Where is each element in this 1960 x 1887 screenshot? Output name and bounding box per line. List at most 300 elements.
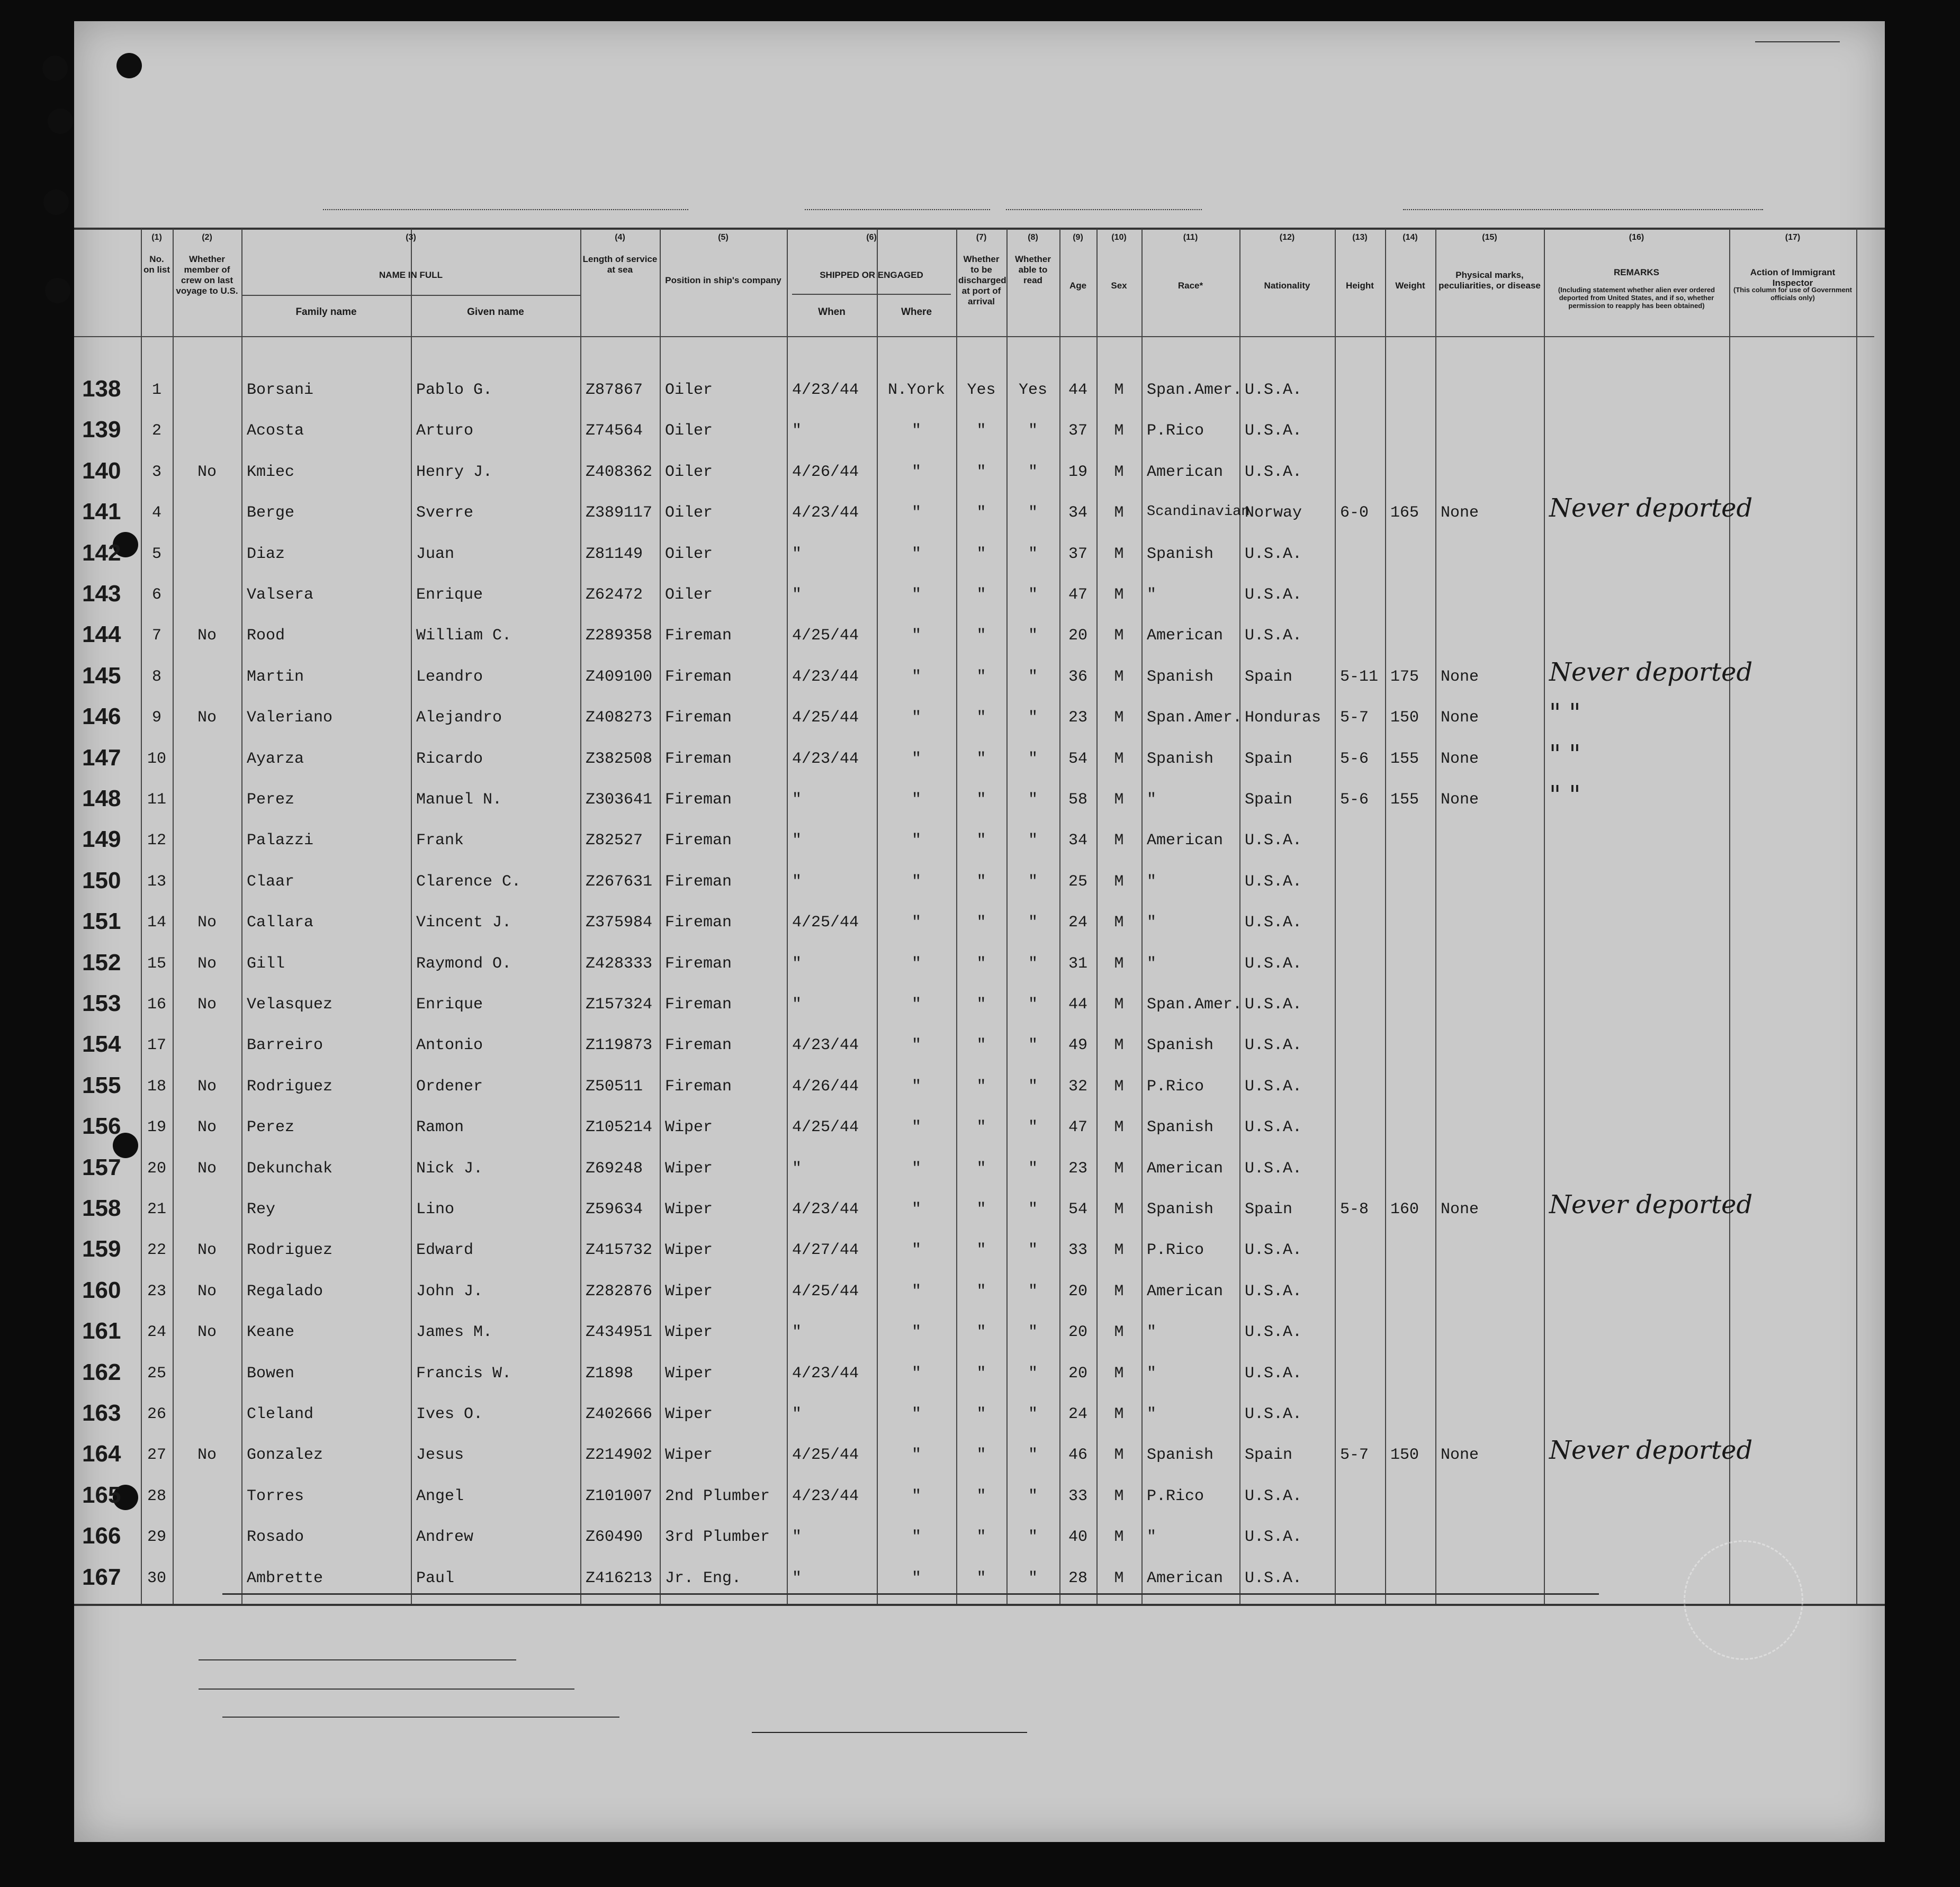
subheader-when: When bbox=[818, 306, 846, 318]
line-number: 148 bbox=[82, 786, 121, 811]
cell-position: 3rd Plumber bbox=[665, 1528, 770, 1547]
cell-sex: M bbox=[1114, 667, 1124, 686]
cell-race: American bbox=[1147, 832, 1224, 850]
cell-disch: " bbox=[976, 504, 986, 522]
cell-nat: Norway bbox=[1245, 504, 1302, 522]
cell-height: 5-8 bbox=[1340, 1200, 1369, 1218]
cell-race: American bbox=[1147, 463, 1224, 481]
cell-when: 4/25/44 bbox=[792, 1282, 859, 1301]
cell-race: " bbox=[1147, 586, 1157, 604]
punch-hole bbox=[42, 56, 68, 81]
cell-no: 10 bbox=[147, 750, 166, 768]
column-header: Whether to be discharged at port of arrival bbox=[958, 254, 1006, 306]
cell-age: 58 bbox=[1068, 791, 1087, 809]
cell-race: " bbox=[1147, 872, 1157, 891]
column-header: NAME IN FULL bbox=[379, 270, 443, 280]
cell-service: Z428333 bbox=[586, 954, 653, 973]
line-number: 145 bbox=[82, 662, 121, 689]
remarks-note: (Including statement whether alien ever ordered deported from United States, and if so, whether permission to reapply has been obtained) bbox=[1558, 286, 1715, 310]
cell-service: Z375984 bbox=[586, 914, 653, 932]
line-name bbox=[199, 1659, 516, 1660]
cell-nat: Spain bbox=[1245, 1446, 1293, 1465]
cell-family: Berge bbox=[247, 504, 295, 522]
cell-age: 20 bbox=[1068, 1323, 1087, 1342]
cell-nat: U.S.A. bbox=[1245, 1241, 1302, 1260]
cell-family: Borsani bbox=[247, 381, 314, 399]
cell-age: 28 bbox=[1068, 1569, 1087, 1587]
cell-sex: M bbox=[1114, 422, 1124, 440]
cell-age: 44 bbox=[1068, 996, 1087, 1014]
line-number: 167 bbox=[82, 1564, 121, 1590]
subheader-family: Family name bbox=[295, 306, 357, 318]
cell-age: 33 bbox=[1068, 1487, 1087, 1505]
cell-disch: " bbox=[976, 1405, 986, 1423]
cell-family: Acosta bbox=[247, 422, 304, 440]
cell-service: Z408273 bbox=[586, 709, 653, 727]
cell-position: Fireman bbox=[665, 750, 732, 768]
cell-read: " bbox=[1028, 1118, 1038, 1137]
cell-last: No bbox=[197, 1118, 217, 1137]
cell-read: " bbox=[1028, 463, 1038, 481]
column-header: Position in ship's company bbox=[665, 275, 781, 285]
cell-nat: Spain bbox=[1245, 750, 1293, 768]
cell-no: 3 bbox=[151, 463, 161, 481]
cell-no: 29 bbox=[147, 1528, 166, 1547]
cell-height: 5-11 bbox=[1340, 667, 1379, 686]
cell-race: " bbox=[1147, 791, 1157, 809]
cell-nat: U.S.A. bbox=[1245, 996, 1302, 1014]
cell-position: Wiper bbox=[665, 1446, 713, 1465]
cell-given: Paul bbox=[416, 1569, 455, 1587]
cell-given: Ives O. bbox=[416, 1405, 483, 1423]
column-rule bbox=[1385, 229, 1386, 1604]
cell-where: " bbox=[911, 954, 921, 973]
cell-disch: " bbox=[976, 1528, 986, 1547]
cell-marks: None bbox=[1441, 1200, 1479, 1218]
cell-age: 20 bbox=[1068, 627, 1087, 645]
cell-sex: M bbox=[1114, 1118, 1124, 1137]
cell-read: " bbox=[1028, 1200, 1038, 1218]
cell-nat: U.S.A. bbox=[1245, 381, 1302, 399]
cell-remarks: Never deported bbox=[1549, 1190, 1753, 1220]
cell-race: Scandinavian bbox=[1147, 504, 1250, 520]
cell-when: 4/23/44 bbox=[792, 667, 859, 686]
line-number: 149 bbox=[82, 826, 121, 853]
cell-given: Enrique bbox=[416, 996, 483, 1014]
cell-family: Perez bbox=[247, 791, 295, 809]
cell-last: No bbox=[197, 1282, 217, 1301]
cell-sex: M bbox=[1114, 1036, 1124, 1055]
cell-race: " bbox=[1147, 954, 1157, 973]
cell-weight: 175 bbox=[1390, 667, 1419, 686]
cell-read: " bbox=[1028, 954, 1038, 973]
cell-position: Jr. Eng. bbox=[665, 1569, 742, 1587]
cell-family: Ambrette bbox=[247, 1569, 323, 1587]
cell-when: 4/23/44 bbox=[792, 1487, 859, 1505]
cell-family: Claar bbox=[247, 872, 295, 891]
cell-age: 49 bbox=[1068, 1036, 1087, 1055]
column-header: Whether able to read bbox=[1015, 254, 1051, 285]
cell-given: Manuel N. bbox=[416, 791, 502, 809]
cell-sex: M bbox=[1114, 832, 1124, 850]
cell-position: Fireman bbox=[665, 709, 732, 727]
cell-nat: U.S.A. bbox=[1245, 1159, 1302, 1178]
cell-family: Valeriano bbox=[247, 709, 333, 727]
cell-where: " bbox=[911, 1364, 921, 1383]
cell-race: P.Rico bbox=[1147, 1487, 1204, 1505]
cell-where: " bbox=[911, 1159, 921, 1178]
cell-where: " bbox=[911, 1487, 921, 1505]
cell-family: Rey bbox=[247, 1200, 276, 1218]
cell-remarks: " " bbox=[1549, 698, 1581, 728]
column-rule bbox=[1141, 229, 1143, 1604]
cell-no: 14 bbox=[147, 914, 166, 932]
cell-position: Fireman bbox=[665, 1077, 732, 1096]
cell-read: " bbox=[1028, 750, 1038, 768]
cell-read: " bbox=[1028, 627, 1038, 645]
cell-age: 36 bbox=[1068, 667, 1087, 686]
line-number: 139 bbox=[82, 417, 121, 443]
cell-disch: " bbox=[976, 750, 986, 768]
cell-when: " bbox=[792, 872, 802, 891]
cell-nat: U.S.A. bbox=[1245, 1077, 1302, 1096]
shipped-underline bbox=[792, 294, 951, 295]
punch-hole bbox=[45, 278, 70, 303]
cell-service: Z382508 bbox=[586, 750, 653, 768]
cell-given: James M. bbox=[416, 1323, 493, 1342]
cell-service: Z81149 bbox=[586, 545, 643, 563]
cell-age: 24 bbox=[1068, 1405, 1087, 1423]
cell-position: Wiper bbox=[665, 1159, 713, 1178]
cell-where: " bbox=[911, 1077, 921, 1096]
cell-sex: M bbox=[1114, 586, 1124, 604]
cell-no: 21 bbox=[147, 1200, 166, 1218]
punch-hole bbox=[43, 189, 69, 215]
cell-disch: " bbox=[976, 1118, 986, 1137]
line-number: 141 bbox=[82, 499, 121, 525]
cell-remarks: Never deported bbox=[1549, 493, 1753, 523]
cell-when: 4/25/44 bbox=[792, 914, 859, 932]
cell-age: 54 bbox=[1068, 1200, 1087, 1218]
cell-nat: U.S.A. bbox=[1245, 545, 1302, 563]
cell-disch: " bbox=[976, 1487, 986, 1505]
cell-no: 24 bbox=[147, 1323, 166, 1342]
cell-marks: None bbox=[1441, 791, 1479, 809]
cell-service: Z303641 bbox=[586, 791, 653, 809]
cell-family: Rosado bbox=[247, 1528, 304, 1547]
cell-position: 2nd Plumber bbox=[665, 1487, 770, 1505]
cell-when: 4/23/44 bbox=[792, 1364, 859, 1383]
cell-read: Yes bbox=[1018, 381, 1047, 399]
cell-where: " bbox=[911, 1569, 921, 1587]
cell-given: Frank bbox=[416, 832, 464, 850]
cell-family: Dekunchak bbox=[247, 1159, 333, 1178]
line-number: 156 bbox=[82, 1113, 121, 1140]
cell-given: Jesus bbox=[416, 1446, 464, 1465]
cell-given: Antonio bbox=[416, 1036, 483, 1055]
cell-read: " bbox=[1028, 667, 1038, 686]
cell-family: Regalado bbox=[247, 1282, 323, 1301]
cell-weight: 160 bbox=[1390, 1200, 1419, 1218]
cell-race: P.Rico bbox=[1147, 1241, 1204, 1260]
cell-age: 19 bbox=[1068, 463, 1087, 481]
cell-family: Torres bbox=[247, 1487, 304, 1505]
cell-last: No bbox=[197, 1241, 217, 1260]
cell-read: " bbox=[1028, 1569, 1038, 1587]
cell-service: Z59634 bbox=[586, 1200, 643, 1218]
cell-read: " bbox=[1028, 504, 1038, 522]
cell-disch: " bbox=[976, 914, 986, 932]
cell-position: Fireman bbox=[665, 832, 732, 850]
cell-where: " bbox=[911, 627, 921, 645]
cell-age: 32 bbox=[1068, 1077, 1087, 1096]
cell-service: Z409100 bbox=[586, 667, 653, 686]
cell-family: Ayarza bbox=[247, 750, 304, 768]
cell-read: " bbox=[1028, 1405, 1038, 1423]
cell-position: Oiler bbox=[665, 504, 713, 522]
cell-weight: 155 bbox=[1390, 750, 1419, 768]
column-number: (17) bbox=[1785, 233, 1801, 242]
cell-nat: Spain bbox=[1245, 791, 1293, 809]
cell-height: 5-7 bbox=[1340, 709, 1369, 727]
cell-position: Oiler bbox=[665, 463, 713, 481]
cell-given: Leandro bbox=[416, 667, 483, 686]
column-rule bbox=[411, 229, 412, 1604]
cell-family: Perez bbox=[247, 1118, 295, 1137]
cell-last: No bbox=[197, 1446, 217, 1465]
cell-family: Callara bbox=[247, 914, 314, 932]
cell-nat: U.S.A. bbox=[1245, 1569, 1302, 1587]
manifest-sheet bbox=[74, 21, 1885, 1842]
cell-no: 1 bbox=[151, 381, 161, 399]
cell-disch: " bbox=[976, 1323, 986, 1342]
cell-where: " bbox=[911, 1200, 921, 1218]
cell-nat: U.S.A. bbox=[1245, 832, 1302, 850]
cell-service: Z119873 bbox=[586, 1036, 653, 1055]
cell-service: Z402666 bbox=[586, 1405, 653, 1423]
cell-where: " bbox=[911, 832, 921, 850]
cell-marks: None bbox=[1441, 1446, 1479, 1465]
column-header: Age bbox=[1069, 281, 1087, 291]
cell-remarks: " " bbox=[1549, 780, 1581, 810]
column-number: (2) bbox=[202, 233, 212, 242]
cell-no: 20 bbox=[147, 1159, 166, 1178]
cell-nat: Spain bbox=[1245, 667, 1293, 686]
cell-weight: 150 bbox=[1390, 709, 1419, 727]
cell-family: Rood bbox=[247, 627, 285, 645]
cell-age: 54 bbox=[1068, 750, 1087, 768]
cell-last: No bbox=[197, 996, 217, 1014]
cell-disch: " bbox=[976, 667, 986, 686]
cell-disch: " bbox=[976, 1036, 986, 1055]
cell-no: 12 bbox=[147, 832, 166, 850]
column-rule bbox=[787, 229, 788, 1604]
column-number: (6) bbox=[866, 233, 877, 242]
cell-family: Valsera bbox=[247, 586, 314, 604]
cell-age: 25 bbox=[1068, 872, 1087, 891]
column-rule bbox=[1729, 229, 1730, 1604]
cell-race: Spanish bbox=[1147, 545, 1214, 563]
cell-marks: None bbox=[1441, 709, 1479, 727]
cell-given: Ricardo bbox=[416, 750, 483, 768]
cell-where: " bbox=[911, 1323, 921, 1342]
cell-no: 2 bbox=[151, 422, 161, 440]
cell-given: Enrique bbox=[416, 586, 483, 604]
cell-service: Z74564 bbox=[586, 422, 643, 440]
cell-when: 4/25/44 bbox=[792, 1446, 859, 1465]
cell-service: Z389117 bbox=[586, 504, 653, 522]
column-header: Race* bbox=[1177, 281, 1203, 291]
cell-disch: " bbox=[976, 586, 986, 604]
cell-nat: Spain bbox=[1245, 1200, 1293, 1218]
cell-position: Fireman bbox=[665, 872, 732, 891]
cell-race: Spanish bbox=[1147, 1446, 1214, 1465]
cell-position: Wiper bbox=[665, 1364, 713, 1383]
cell-where: " bbox=[911, 586, 921, 604]
cell-age: 37 bbox=[1068, 422, 1087, 440]
column-number: (9) bbox=[1073, 233, 1083, 242]
cell-height: 5-7 bbox=[1340, 1446, 1369, 1465]
cell-sex: M bbox=[1114, 1241, 1124, 1260]
name-underline bbox=[241, 295, 580, 296]
cell-service: Z50511 bbox=[586, 1077, 643, 1096]
cell-read: " bbox=[1028, 422, 1038, 440]
cell-race: " bbox=[1147, 1364, 1157, 1383]
cell-sex: M bbox=[1114, 996, 1124, 1014]
cell-age: 46 bbox=[1068, 1446, 1087, 1465]
cell-given: William C. bbox=[416, 627, 512, 645]
cell-sex: M bbox=[1114, 1323, 1124, 1342]
cell-age: 24 bbox=[1068, 914, 1087, 932]
cell-no: 26 bbox=[147, 1405, 166, 1423]
cell-position: Wiper bbox=[665, 1241, 713, 1260]
cell-weight: 155 bbox=[1390, 791, 1419, 809]
cell-family: Kmiec bbox=[247, 463, 295, 481]
cell-when: " bbox=[792, 422, 802, 440]
cell-no: 8 bbox=[151, 667, 161, 686]
cell-height: 6-0 bbox=[1340, 504, 1369, 522]
cell-when: 4/23/44 bbox=[792, 1200, 859, 1218]
cell-read: " bbox=[1028, 1487, 1038, 1505]
cell-read: " bbox=[1028, 832, 1038, 850]
cell-disch: " bbox=[976, 1077, 986, 1096]
cell-where: " bbox=[911, 422, 921, 440]
cell-sex: M bbox=[1114, 1405, 1124, 1423]
cell-disch: " bbox=[976, 1364, 986, 1383]
cell-sex: M bbox=[1114, 1487, 1124, 1505]
cell-sex: M bbox=[1114, 1364, 1124, 1383]
cell-race: American bbox=[1147, 1569, 1224, 1587]
cell-read: " bbox=[1028, 1241, 1038, 1260]
cell-age: 33 bbox=[1068, 1241, 1087, 1260]
cell-disch: " bbox=[976, 422, 986, 440]
column-rule bbox=[660, 229, 661, 1604]
cell-sex: M bbox=[1114, 1282, 1124, 1301]
cell-read: " bbox=[1028, 872, 1038, 891]
cell-service: Z415732 bbox=[586, 1241, 653, 1260]
cell-nat: U.S.A. bbox=[1245, 1487, 1302, 1505]
punch-hole bbox=[116, 53, 142, 78]
line-number: 150 bbox=[82, 867, 121, 893]
line-number: 163 bbox=[82, 1400, 121, 1426]
cell-given: Angel bbox=[416, 1487, 464, 1505]
cell-nat: U.S.A. bbox=[1245, 586, 1302, 604]
column-header: Nationality bbox=[1264, 281, 1310, 291]
cell-where: " bbox=[911, 996, 921, 1014]
cell-no: 4 bbox=[151, 504, 161, 522]
cell-read: " bbox=[1028, 1159, 1038, 1178]
column-rule bbox=[1544, 229, 1545, 1604]
column-number: (8) bbox=[1028, 233, 1038, 242]
line-number: 146 bbox=[82, 703, 121, 730]
cell-where: " bbox=[911, 750, 921, 768]
cell-remarks: Never deported bbox=[1549, 1435, 1753, 1466]
cell-where: " bbox=[911, 1282, 921, 1301]
line-number: 165 bbox=[82, 1482, 121, 1508]
cell-disch: Yes bbox=[967, 381, 996, 399]
cell-read: " bbox=[1028, 1036, 1038, 1055]
cell-service: Z101007 bbox=[586, 1487, 653, 1505]
line-number: 158 bbox=[82, 1195, 121, 1221]
cell-no: 16 bbox=[147, 996, 166, 1014]
cell-when: " bbox=[792, 1159, 802, 1178]
cell-given: Ramon bbox=[416, 1118, 464, 1137]
cell-when: 4/23/44 bbox=[792, 750, 859, 768]
cell-no: 22 bbox=[147, 1241, 166, 1260]
cell-when: 4/23/44 bbox=[792, 504, 859, 522]
cell-service: Z157324 bbox=[586, 996, 653, 1014]
cell-where: " bbox=[911, 504, 921, 522]
cell-race: American bbox=[1147, 1159, 1224, 1178]
cell-family: Gill bbox=[247, 954, 285, 973]
cell-family: Velasquez bbox=[247, 996, 333, 1014]
column-header: Physical marks, peculiarities, or disease bbox=[1438, 270, 1541, 291]
cell-race: Spanish bbox=[1147, 1118, 1214, 1137]
cell-position: Wiper bbox=[665, 1405, 713, 1423]
cell-family: Rodriguez bbox=[247, 1241, 333, 1260]
cell-age: 44 bbox=[1068, 381, 1087, 399]
column-rule bbox=[1435, 229, 1436, 1604]
cell-family: Martin bbox=[247, 667, 304, 686]
cell-where: " bbox=[911, 463, 921, 481]
cell-where: " bbox=[911, 1118, 921, 1137]
cell-sex: M bbox=[1114, 750, 1124, 768]
cell-disch: " bbox=[976, 832, 986, 850]
header-bottom-rule bbox=[74, 336, 1874, 337]
cell-race: Spanish bbox=[1147, 750, 1214, 768]
cell-position: Fireman bbox=[665, 914, 732, 932]
cell-sex: M bbox=[1114, 1446, 1124, 1465]
cell-when: " bbox=[792, 586, 802, 604]
cell-read: " bbox=[1028, 586, 1038, 604]
line-number: 162 bbox=[82, 1359, 121, 1385]
cell-given: Vincent J. bbox=[416, 914, 512, 932]
cell-given: Arturo bbox=[416, 422, 474, 440]
sheet-number bbox=[1755, 41, 1840, 42]
cell-race: " bbox=[1147, 914, 1157, 932]
cell-last: No bbox=[197, 1159, 217, 1178]
cell-where: " bbox=[911, 1528, 921, 1547]
cell-read: " bbox=[1028, 1364, 1038, 1383]
cell-disch: " bbox=[976, 872, 986, 891]
cell-nat: U.S.A. bbox=[1245, 872, 1302, 891]
cell-age: 20 bbox=[1068, 1364, 1087, 1383]
cell-family: Cleland bbox=[247, 1405, 314, 1423]
cell-disch: " bbox=[976, 709, 986, 727]
column-rule bbox=[1335, 229, 1336, 1604]
cell-disch: " bbox=[976, 627, 986, 645]
line-number: 142 bbox=[82, 539, 121, 566]
